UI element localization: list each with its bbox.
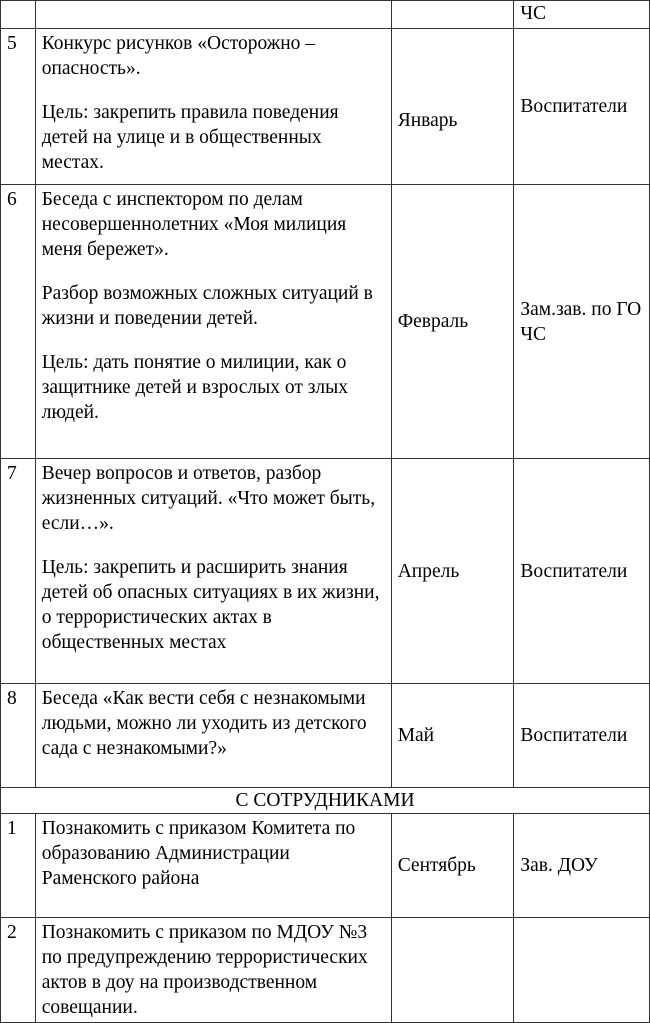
cell-responsible: Зам.зав. по ГО ЧС bbox=[514, 185, 650, 459]
cell-date: Январь bbox=[391, 29, 514, 185]
cell-responsible: Воспитатели bbox=[514, 29, 650, 185]
cell-date bbox=[391, 918, 514, 1023]
cell-responsible bbox=[514, 1, 650, 29]
cell-responsible: Воспитатели bbox=[514, 684, 650, 788]
table-row-continuation bbox=[1, 1, 650, 29]
activity-text: Познакомить с приказом по МДОУ №3 по предупреждению террористических актов в доу на производственном совещании. bbox=[41, 922, 368, 1018]
cell-date: Сентябрь bbox=[391, 814, 514, 918]
cell-activity bbox=[35, 684, 391, 788]
cell-num: 8 bbox=[1, 684, 36, 788]
activity-text: Вечер вопросов и ответов, разбор жизненных ситуаций. «Что может быть, если…». bbox=[41, 463, 376, 534]
activity-text: Разбор возможных сложных ситуаций в жизни и поведении детей. bbox=[41, 283, 373, 329]
cell-activity bbox=[35, 185, 391, 459]
cell-num: 2 bbox=[1, 918, 36, 1023]
cell-num bbox=[1, 1, 36, 29]
cell-activity bbox=[35, 814, 391, 918]
table-row bbox=[1, 185, 650, 459]
activity-text: Конкурс рисунков «Осторожно – опасность». bbox=[41, 33, 316, 79]
cell-num: 7 bbox=[1, 459, 36, 684]
table-row bbox=[1, 918, 650, 1023]
table-row bbox=[1, 684, 650, 788]
cell-date bbox=[391, 1, 514, 29]
cell-activity bbox=[35, 29, 391, 185]
table-row bbox=[1, 29, 650, 185]
activity-goal: Цель: закрепить и расширить знания детей об опасных ситуациях в их жизни, о террористических актах в общественных местах bbox=[41, 557, 380, 653]
cell-activity bbox=[35, 918, 391, 1023]
responsible-text: ЧС bbox=[520, 3, 546, 24]
cell-num: 1 bbox=[1, 814, 36, 918]
cell-responsible: Воспитатели bbox=[514, 459, 650, 684]
cell-num: 6 bbox=[1, 185, 36, 459]
activity-text: Беседа с инспектором по делам несовершеннолетних «Моя милиция меня бережет». bbox=[41, 189, 347, 260]
cell-num: 5 bbox=[1, 29, 36, 185]
cell-responsible: Зав. ДОУ bbox=[514, 814, 650, 918]
table-row bbox=[1, 814, 650, 918]
activity-goal: Цель: закрепить правила поведения детей на улице и в общественных местах. bbox=[41, 102, 339, 173]
cell-activity bbox=[35, 459, 391, 684]
cell-date: Февраль bbox=[391, 185, 514, 459]
cell-date: Май bbox=[391, 684, 514, 788]
section-header-row bbox=[1, 788, 650, 814]
activity-text: Познакомить с приказом Комитета по образованию Администрации Раменского района bbox=[41, 818, 356, 889]
cell-responsible bbox=[514, 918, 650, 1023]
activity-text: Беседа «Как вести себя с незнакомыми людьми, можно ли уходить из детского сада с незнакомыми?» bbox=[41, 688, 367, 759]
table-row bbox=[1, 459, 650, 684]
activity-goal: Цель: дать понятие о милиции, как о защитнике детей и взрослых от злых людей. bbox=[41, 352, 348, 423]
section-header: С СОТРУДНИКАМИ bbox=[1, 788, 650, 814]
cell-activity bbox=[35, 1, 391, 29]
cell-date: Апрель bbox=[391, 459, 514, 684]
